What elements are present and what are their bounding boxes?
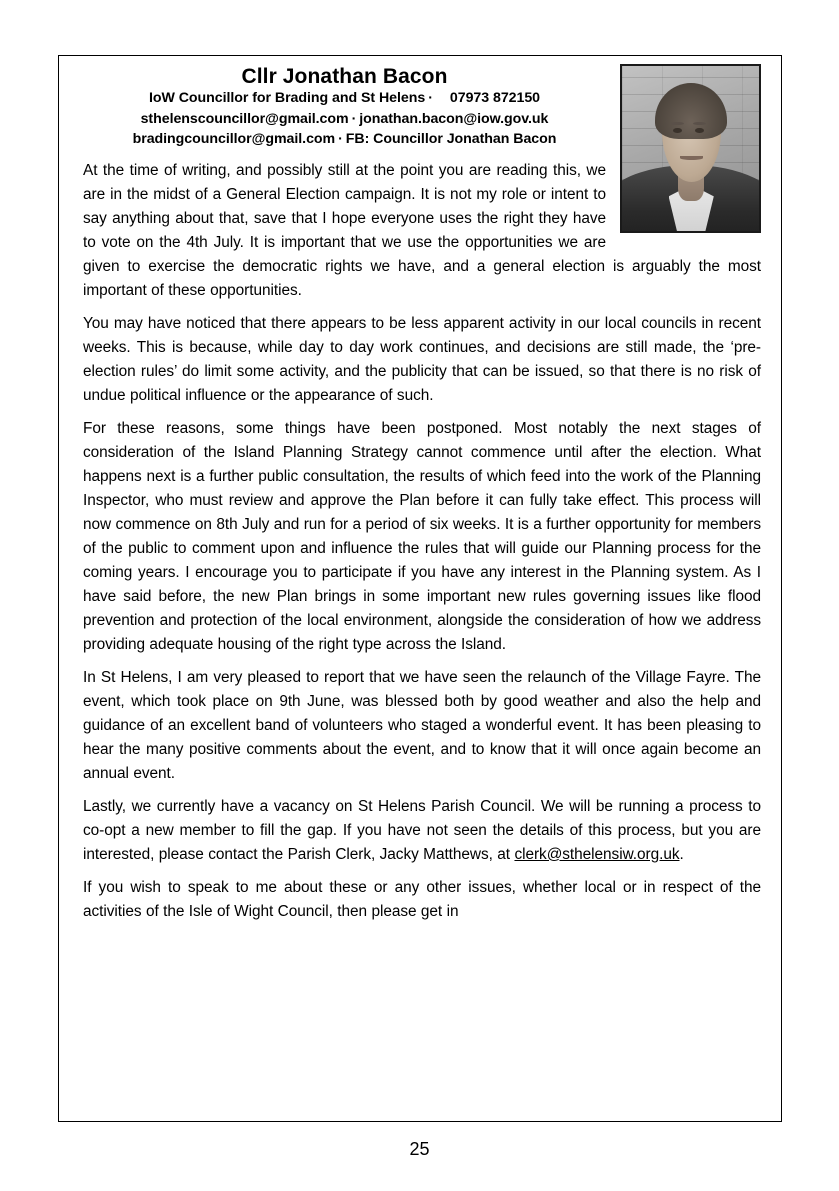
- contact-separator-one: ·: [351, 110, 357, 127]
- vacancy-text-after-link: .: [679, 845, 684, 863]
- facebook-handle: FB: Councillor Jonathan Bacon: [345, 131, 557, 148]
- paragraph-island-planning-strategy: For these reasons, some things have been postponed. Most notably the next stages of consideration of the Island Planning Strategy cannot commence until after the election. What happens next is a further public consultation, the results of which feed into the work of the Planning Inspector, who must review and approve the Plan before it can fully take effect. This process will now commence on 8th July and run for a period of six weeks. It is a further opportunity for members of the public to comment upon and influence the rules that will guide our Planning process for the coming years. I encourage you to participate if you have any interest in the Planning system. As I have said before, the new Plan brings in some important new rules governing issues like flood prevention and protection of the local environment, alongside the consideration of how we address providing adequate housing of the right type across the Island.: [83, 419, 761, 653]
- email-bradingcouncillor[interactable]: bradingcouncillor@gmail.com: [132, 131, 336, 148]
- article-border-box: [58, 55, 782, 1122]
- paragraph-election: At the time of writing, and possibly still at the point you are reading this, we are in the midst of a General Election campaign. It is not my role or intent to say anything about that, save that I hope everyone uses the right they have to vote on the 4th July. It is important that we use the opportunities we are given to exercise the democratic rights we have, and a general election is arguably the most important of these opportunities.: [83, 161, 761, 299]
- article-body: [83, 159, 761, 924]
- photo-mouth: [680, 156, 703, 160]
- councillor-role: IoW Councillor for Brading and St Helens: [148, 90, 426, 107]
- article-content: [59, 56, 781, 1121]
- email-jonathan-bacon-iow[interactable]: jonathan.bacon@iow.gov.uk: [359, 110, 549, 127]
- paragraph-parish-vacancy: [83, 795, 761, 867]
- article-title: Cllr Jonathan Bacon: [241, 65, 448, 88]
- clerk-email-link[interactable]: clerk@sthelensiw.org.uk: [514, 845, 680, 863]
- councillor-phone: 07973 872150: [449, 90, 541, 107]
- email-sthelenscouncillor[interactable]: sthelenscouncillor@gmail.com: [140, 110, 349, 127]
- paragraph-closing-contact: If you wish to speak to me about these or any other issues, whether local or in respect of the activities of the Isle of Wight Council, then please get in: [83, 878, 761, 920]
- role-separator: ·: [428, 90, 433, 107]
- paragraph-village-fayre: In St Helens, I am very pleased to report that we have seen the relaunch of the Village Fayre. The event, which took place on 9th June, was blessed both by good weather and also the help and guidance of an excellent band of volunteers who staged a wonderful event. It has been pleasing to hear the many positive comments about the event, and to know that it will once again become an annual event.: [83, 668, 761, 782]
- councillor-portrait-photo: [620, 64, 761, 233]
- contact-separator-two: ·: [338, 131, 343, 148]
- page-number: 25: [409, 1139, 430, 1159]
- vacancy-text-before-link: Lastly, we currently have a vacancy on St Helens Parish Council. We will be running a process to co-opt a new member to fill the gap. If you have not seen the details of this process, but you are interested, please contact the Parish Clerk, Jacky Matthews, at: [83, 797, 761, 863]
- paragraph-council-activity: You may have noticed that there appears to be less apparent activity in our local councils in recent weeks. This is because, while day to day work continues, and decisions are still made, the ‘pre-election rules’ do limit some activity, and the publicity that can be issued, so that there is no risk of undue political influence or the appearance of such.: [83, 314, 761, 404]
